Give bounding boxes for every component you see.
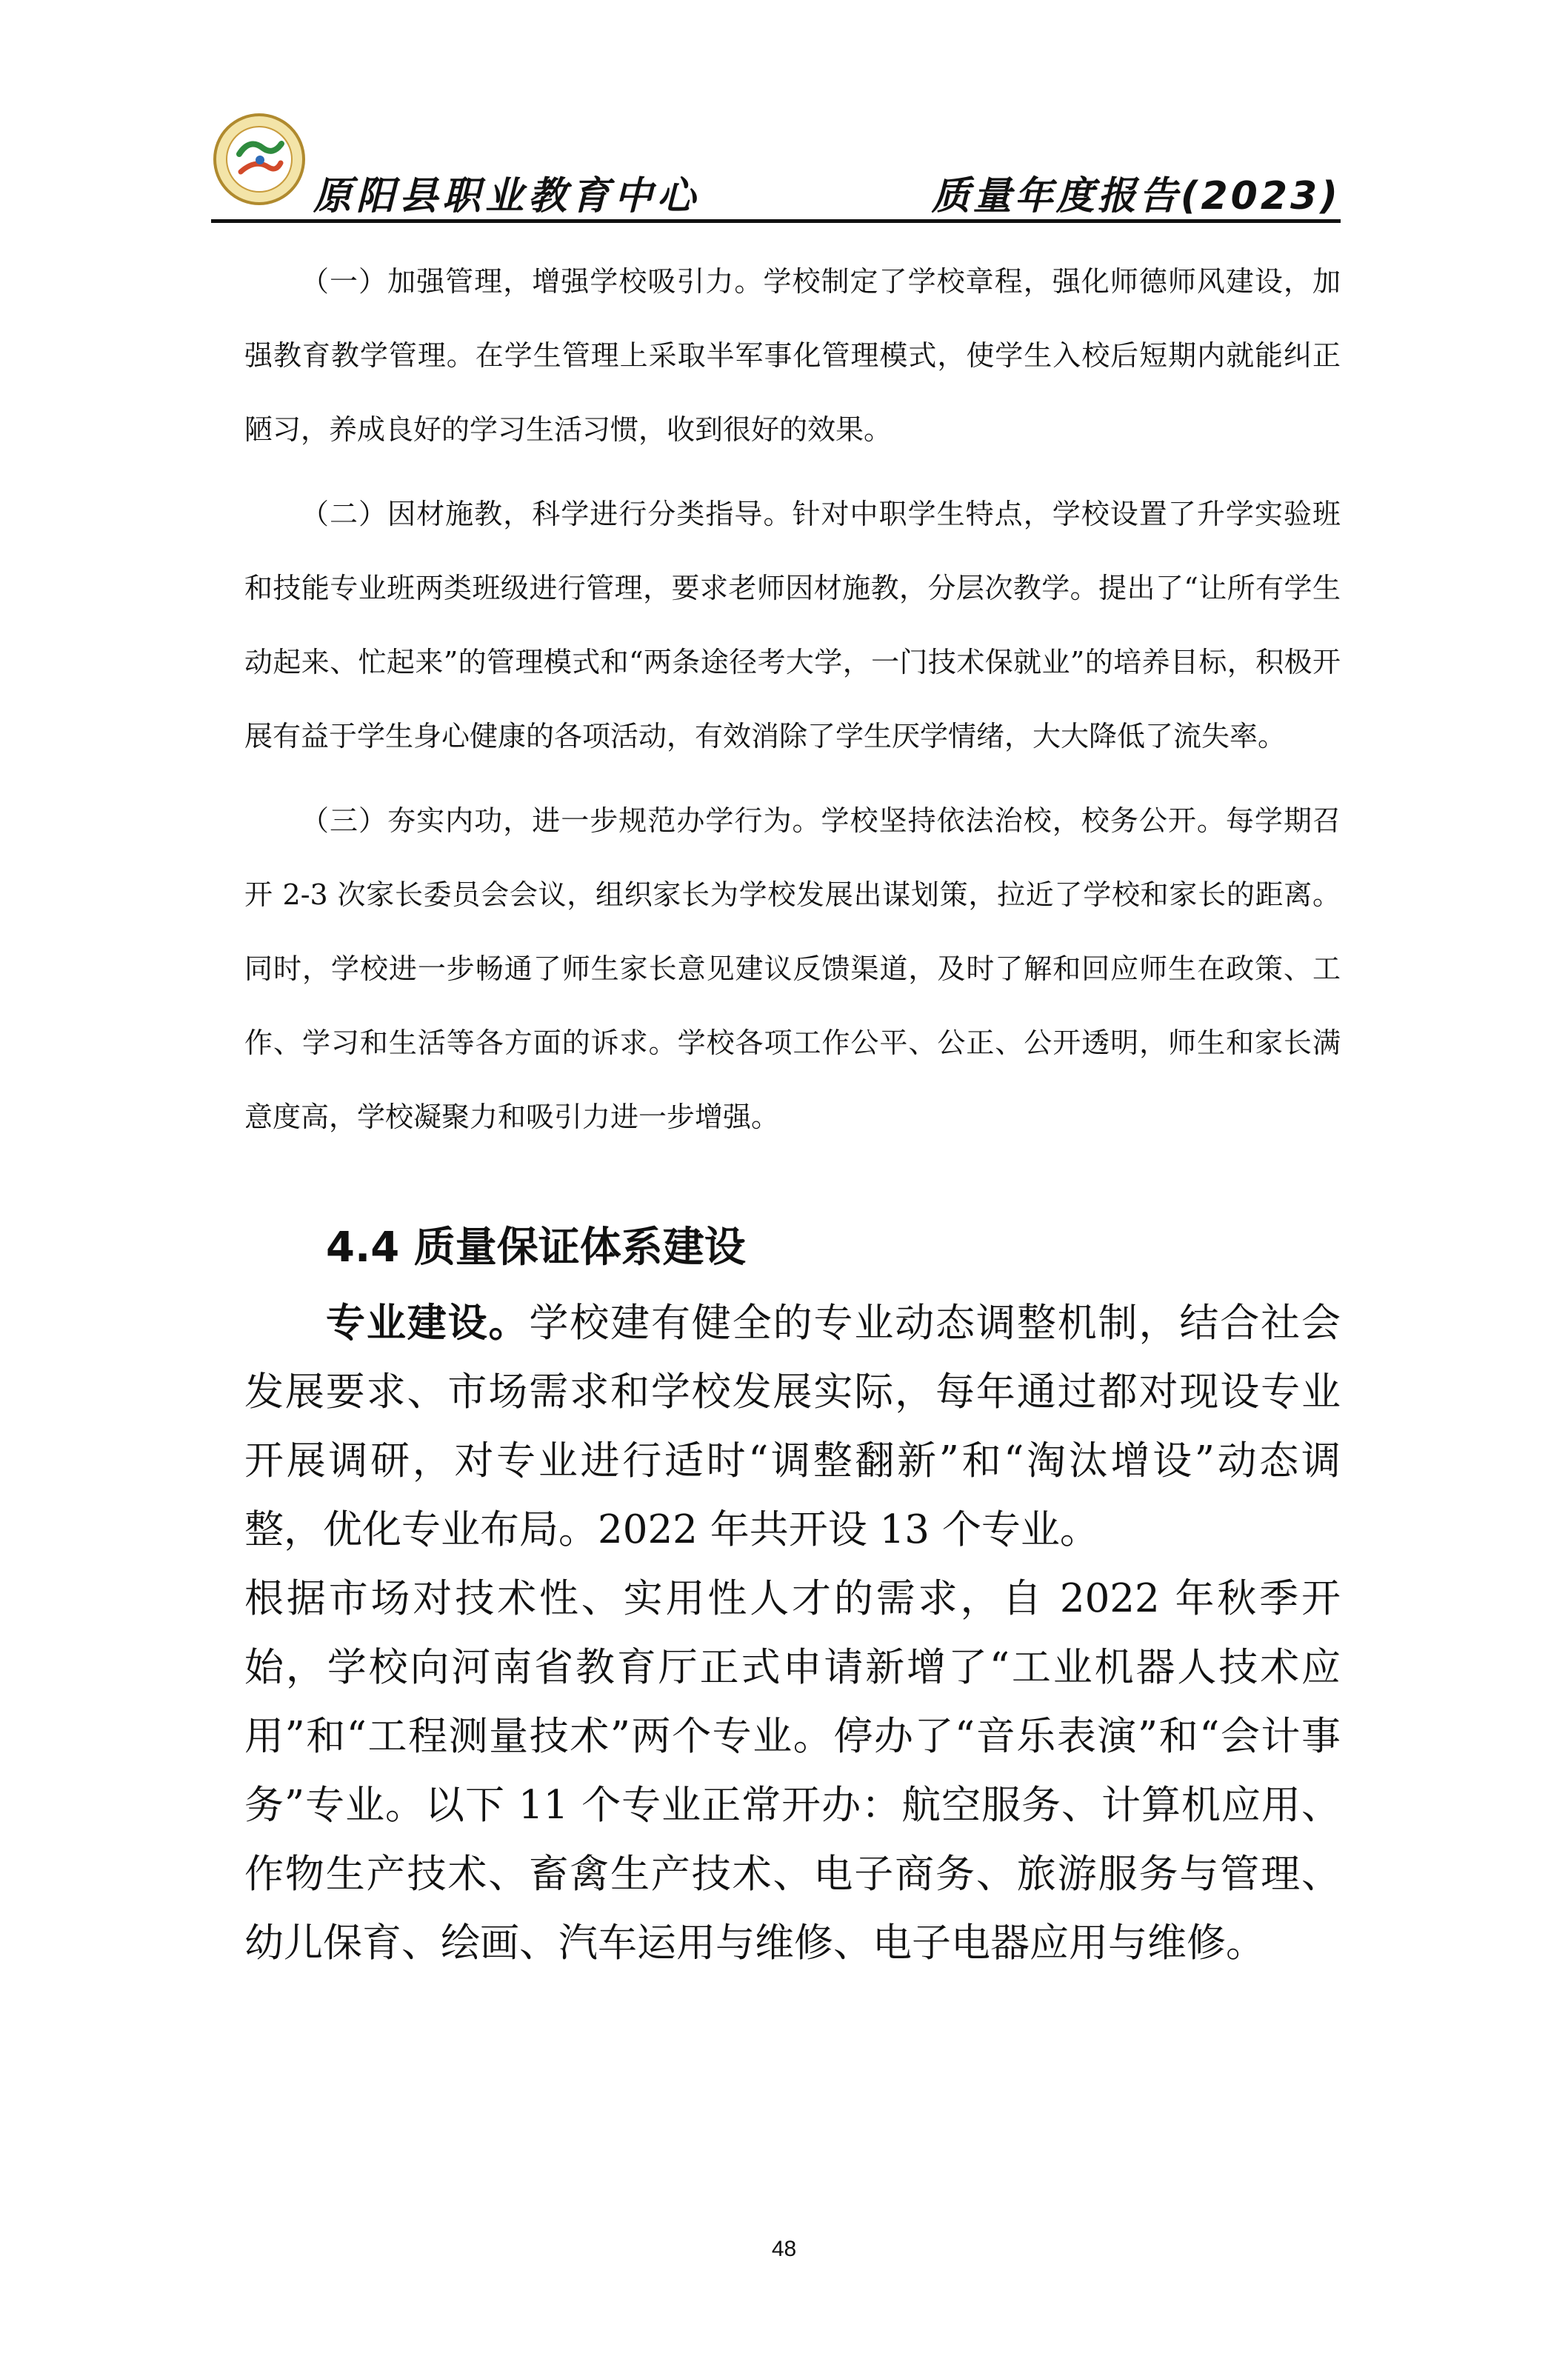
paragraph-management: （一）加强管理，增强学校吸引力。学校制定了学校章程，强化师德师风建设，加强教育教学管理。在学生管理上采取半军事化管理模式，使学生入校后短期内就能纠正陋习，养成良好的学习生活习惯，收到很好的效果。 (244, 265, 1341, 446)
paragraph-teaching: （二）因材施教，科学进行分类指导。针对中职学生特点，学校设置了升学实验班和技能专业班两类班级进行管理，要求老师因材施教，分层次教学。提出了“让所有学生动起来、忙起来”的管理模式和“两条途径考大学，一门技术保就业”的培养目标，积极开展有益于学生身心健康的各项活动，有效消除了学生厌学情绪，大大降低了流失率。 (244, 498, 1341, 752)
section-heading: 4.4 质量保证体系建设 (326, 1224, 746, 1272)
school-name: 原阳县职业教育中心 (313, 174, 701, 218)
paragraph-major-construction-text: 学校建有健全的专业动态调整机制，结合社会发展要求、市场需求和学校发展实际，每年通过都对现设专业开展调研，对专业进行适时“调整翻新”和“淘汰增设”动态调整，优化专业布局。2022 年共开设 13 个专业。 (244, 1301, 1341, 1552)
report-title: 质量年度报告(2023) (931, 174, 1341, 218)
page-body (244, 244, 1341, 1978)
paragraph-major-construction (244, 1289, 1341, 1564)
header-divider (211, 219, 1341, 223)
paragraph-lead: 专业建设。 (326, 1301, 530, 1346)
paragraph-governance: （三）夯实内功，进一步规范办学行为。学校坚持依法治校，校务公开。每学期召开 2-3 次家长委员会会议，组织家长为学校发展出谋划策，拉近了学校和家长的距离。同时，学校进一步畅通了师生家长意见建议反馈渠道，及时了解和回应师生在政策、工作、学习和生活等各方面的诉求。学校各项工作公平、公正、公开透明，师生和家长满意度高，学校凝聚力和吸引力进一步增强。 (244, 804, 1341, 1133)
page-number: 48 (771, 2237, 797, 2261)
page-header (211, 111, 1341, 230)
school-emblem-icon (211, 111, 307, 207)
paragraph-new-majors: 根据市场对技术性、实用性人才的需求，自 2022 年秋季开始，学校向河南省教育厅正式申请新增了“工业机器人技术应用”和“工程测量技术”两个专业。停办了“音乐表演”和“会计事务”专业。以下 11 个专业正常开办：航空服务、计算机应用、 作物生产技术、畜禽生产技术、电子商务、旅游服务与管理、幼儿保育、绘画、汽车运用与维修、电子电器应用与维修。 (244, 1576, 1341, 1966)
